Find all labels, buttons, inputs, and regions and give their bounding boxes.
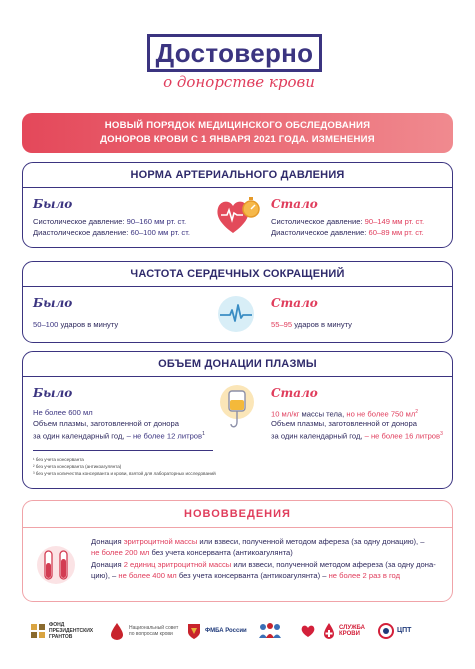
cpt-circle-icon	[378, 623, 394, 639]
pressure-was-label: Было	[33, 197, 73, 211]
pressure-card-title: НОРМА АРТЕРИАЛЬНОГО ДАВЛЕНИЯ	[23, 163, 452, 188]
pressure-now-systolic: Систолическое давление: 90–149 мм рт. ст.	[271, 217, 425, 226]
footnote-2: ² без учета консерванта (антикоагулянта)	[33, 464, 122, 469]
plasma-bag-icon	[217, 384, 257, 432]
logo-fmba: ФМБА России	[186, 618, 247, 644]
blood-drop-logo-icon	[108, 622, 126, 640]
page-title: Достоверно	[155, 37, 314, 68]
blood-tubes-icon	[33, 545, 79, 585]
footnote-1: ¹ без учета консерванта	[33, 457, 84, 462]
plasma-card	[22, 351, 453, 489]
plasma-now-label: Стало	[271, 386, 318, 400]
banner-line-2: ДОНОРОВ КРОВИ С 1 ЯНВАРЯ 2021 ГОДА. ИЗМЕНЕНИЯ	[100, 134, 375, 145]
innovations-card	[22, 500, 453, 602]
pressure-was-diastolic: Диастолическое давление: 60–100 мм рт. ст.	[33, 228, 190, 237]
heart-pressure-icon	[215, 195, 261, 237]
logo-presidential-grants: ФОНД ПРЕЗИДЕНТСКИХ ГРАНТОВ	[30, 618, 91, 644]
heart-rate-now-value: 55–95 ударов в минуту	[271, 320, 352, 329]
logo-ministry: Национальный совет по вопросам крови	[108, 618, 185, 644]
plasma-now-line-3: за один календарный год, – не более 16 литров$^3$	[271, 431, 443, 441]
coat-of-arms-icon	[186, 622, 202, 640]
footnotes	[33, 456, 216, 477]
heart-rate-card	[22, 261, 453, 343]
plasma-was-line-2: Объем плазмы, заготовленной от донора	[33, 419, 179, 428]
pressure-card	[22, 162, 453, 248]
red-heart-icon	[300, 623, 316, 639]
pressure-now-label: Стало	[271, 197, 318, 211]
changes-banner	[22, 113, 453, 153]
presidential-grants-icon	[30, 623, 46, 639]
pressure-was-systolic: Систолическое давление: 90–160 мм рт. ст.	[33, 217, 187, 226]
plasma-was-line-1: Не более 600 мл	[33, 408, 93, 417]
plasma-now-line-1: 10 мл/кг массы тела, но не более 750 $мл^2$	[271, 409, 419, 419]
heart-rate-now-label: Стало	[271, 296, 318, 310]
logo-cpt: ЦПТ	[378, 618, 411, 644]
blood-service-icon	[322, 622, 336, 640]
page-subtitle: о донорстве крови	[163, 73, 315, 91]
plasma-now-line-2: Объем плазмы, заготовленной от донора	[271, 419, 417, 428]
innovation-line-2: не более 200 мл без учета консерванта (антикоагулянта)	[91, 548, 293, 557]
heart-rate-was-label: Было	[33, 296, 73, 310]
logo-blood-service: СЛУЖБА КРОВИ	[322, 618, 369, 644]
innovations-title: НОВОВВЕДЕНИЯ	[23, 501, 452, 528]
logo-heart	[300, 618, 316, 644]
innovation-line-4: цию), – не более 400 мл без учета консерванта (антикоагулянта) – не более 2 раз в год	[91, 571, 401, 580]
footnote-3: ³ без учета количества консерванта и крови, взятой для лабораторных исследований	[33, 471, 216, 476]
plasma-card-title: ОБЪЕМ ДОНАЦИИ ПЛАЗМЫ	[23, 352, 452, 377]
pulse-icon	[216, 294, 256, 334]
innovation-line-1: Донация эритроцитной массы или взвеси, полученной методом афереза (за одну донацию), –	[91, 537, 425, 546]
heart-rate-was-value: 50–100 ударов в минуту	[33, 320, 119, 329]
banner-line-1: НОВЫЙ ПОРЯДОК МЕДИЦИНСКОГО ОБСЛЕДОВАНИЯ	[104, 120, 371, 131]
pressure-now-diastolic: Диастолическое давление: 60–89 мм рт. ст.	[271, 228, 424, 237]
title-box	[147, 34, 322, 72]
footnote-divider	[33, 450, 213, 451]
plasma-was-label: Было	[33, 386, 73, 400]
innovation-line-3: Донация 2 единиц эритроцитной массы или взвеси, полученной методом афереза (за одну дона-	[91, 560, 436, 569]
plasma-was-line-3: за один календарный год, – не более 12 литров$^1$	[33, 431, 205, 441]
people-group-icon	[258, 622, 282, 640]
heart-rate-card-title: ЧАСТОТА СЕРДЕЧНЫХ СОКРАЩЕНИЙ	[23, 262, 452, 287]
logo-people	[258, 618, 282, 644]
